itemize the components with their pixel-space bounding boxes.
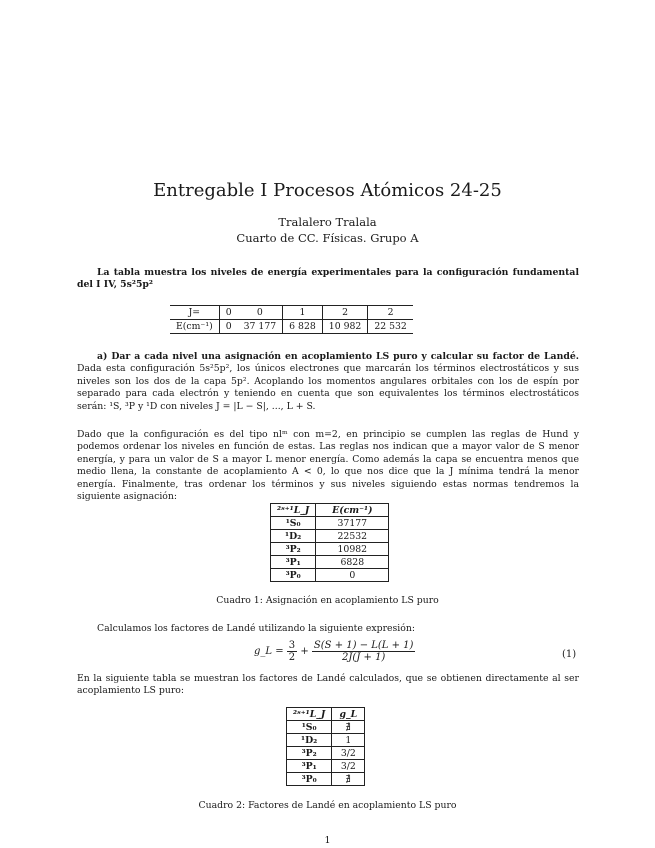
table-cell: 37 177 <box>243 321 277 332</box>
lande-table-intro: En la siguiente tabla se muestran los factores de Landé calculados, que se obtienen directamente al ser acoplamiento LS puro: <box>77 673 579 697</box>
table-header-row <box>287 708 365 721</box>
value-cell: 3/2 <box>332 747 365 760</box>
plus-sign: + <box>300 646 309 657</box>
fraction-numerator: 3 <box>288 640 296 651</box>
table-cell: 0 <box>238 306 283 320</box>
lande-equation <box>254 640 415 663</box>
fraction-numerator: S(S + 1) − L(L + 1) <box>313 640 414 651</box>
page-title: Entregable I Procesos Atómicos 24-25 <box>153 180 502 201</box>
term-cell: ³P₀ <box>287 773 332 786</box>
ls-assignment-table <box>270 503 389 582</box>
value-cell: 0 <box>316 569 389 582</box>
table-cell: 2 <box>368 306 413 320</box>
table-row <box>170 320 413 334</box>
table-row <box>287 747 365 760</box>
value-cell: 22532 <box>316 530 389 543</box>
table-row <box>271 556 389 569</box>
table-row <box>271 569 389 582</box>
table-row <box>271 517 389 530</box>
column-header: ²ˢ⁺¹L_J <box>287 708 332 721</box>
table-row <box>287 760 365 773</box>
table-cell: 1 <box>283 306 323 320</box>
term-cell: ¹D₂ <box>287 734 332 747</box>
value-cell: 10982 <box>316 543 389 556</box>
fraction <box>287 640 297 663</box>
fraction-denominator: 2J(J + 1) <box>342 652 386 663</box>
term-cell: ³P₁ <box>287 760 332 773</box>
table-row <box>271 530 389 543</box>
table-row <box>271 543 389 556</box>
author-name: Tralalero Tralala <box>278 215 377 229</box>
column-header: g_L <box>332 708 365 721</box>
section-a-paragraph <box>77 351 579 413</box>
column-header: E(cm⁻¹) <box>316 504 389 517</box>
table1-caption: Cuadro 1: Asignación en acoplamiento LS puro <box>216 595 439 606</box>
table-cell: 6 828 <box>283 320 323 334</box>
term-cell: ³P₁ <box>271 556 316 569</box>
fraction <box>312 640 416 663</box>
term-cell: ¹S₀ <box>287 721 332 734</box>
term-cell: ³P₀ <box>271 569 316 582</box>
intro-paragraph <box>77 267 579 292</box>
energy-levels-table <box>170 305 413 334</box>
term-cell: ³P₂ <box>271 543 316 556</box>
lande-intro: Calculamos los factores de Landé utilizando la siguiente expresión: <box>97 623 415 634</box>
lande-factors-table <box>286 707 365 786</box>
equation-lhs: g_L = <box>254 646 287 657</box>
affiliation: Cuarto de CC. Físicas. Grupo A <box>236 231 419 245</box>
table-header-row <box>271 504 389 517</box>
table-cell: 10 982 <box>322 320 368 334</box>
fraction-denominator: 2 <box>288 652 296 663</box>
row-label-energy: E(cm⁻¹) <box>170 320 219 334</box>
table-cell: 2 <box>322 306 368 320</box>
table-row <box>287 773 365 786</box>
value-cell: 3/2 <box>332 760 365 773</box>
section-a-heading: a) Dar a cada nivel una asignación en acoplamiento LS puro y calcular su factor de Landé. <box>97 351 579 362</box>
term-cell: ¹S₀ <box>271 517 316 530</box>
table-cell: 0 <box>225 321 232 332</box>
column-header: ²ˢ⁺¹L_J <box>271 504 316 517</box>
equation-number: (1) <box>562 649 577 660</box>
table-cell: 0 <box>219 306 237 320</box>
page-number: 1 <box>324 835 331 846</box>
value-cell: ∄ <box>332 721 365 734</box>
hund-rules-paragraph: Dado que la configuración es del tipo nlᵐ con m=2, en principio se cumplen las reglas de Hund y podemos ordenar los niveles en función de estas. Las reglas nos indican que a mayor valor de S menor energía, y para un valor de S a mayor L menor energía. Como además la capa se encuentra menos que medio llena, la constante de acoplamiento A < 0, lo que nos dice que la J mínima tendrá la menor energía. Finalmente, tras ordenar los términos y sus niveles siguiendo estas normas tendremos la siguiente asignación: <box>77 429 579 503</box>
table-cell: 22 532 <box>368 320 413 334</box>
value-cell: 1 <box>332 734 365 747</box>
table-row <box>170 306 413 320</box>
value-cell: ∄ <box>332 773 365 786</box>
table-row <box>287 721 365 734</box>
section-a-text: Dada esta configuración 5s²5p², los únicos electrones que marcarán los términos electrostáticos y sus niveles son los dos de la capa 5p². Acoplando los momentos angulares orbitales con los de espín por separado para cada electrón y teniendo en cuenta que son equivalentes los términos electrostáticos serán: ¹S, ³P y ¹D con niveles J = |L − S|, ..., L + S. <box>77 363 579 412</box>
value-cell: 6828 <box>316 556 389 569</box>
term-cell: ¹D₂ <box>271 530 316 543</box>
term-cell: ³P₂ <box>287 747 332 760</box>
table-row <box>287 734 365 747</box>
value-cell: 37177 <box>316 517 389 530</box>
row-label-j: J= <box>170 306 219 320</box>
table2-caption: Cuadro 2: Factores de Landé en acoplamiento LS puro <box>198 800 457 811</box>
intro-bold: La tabla muestra los niveles de energía experimentales para la configuración fundamental del I IV, 5s²5p² <box>77 267 579 291</box>
